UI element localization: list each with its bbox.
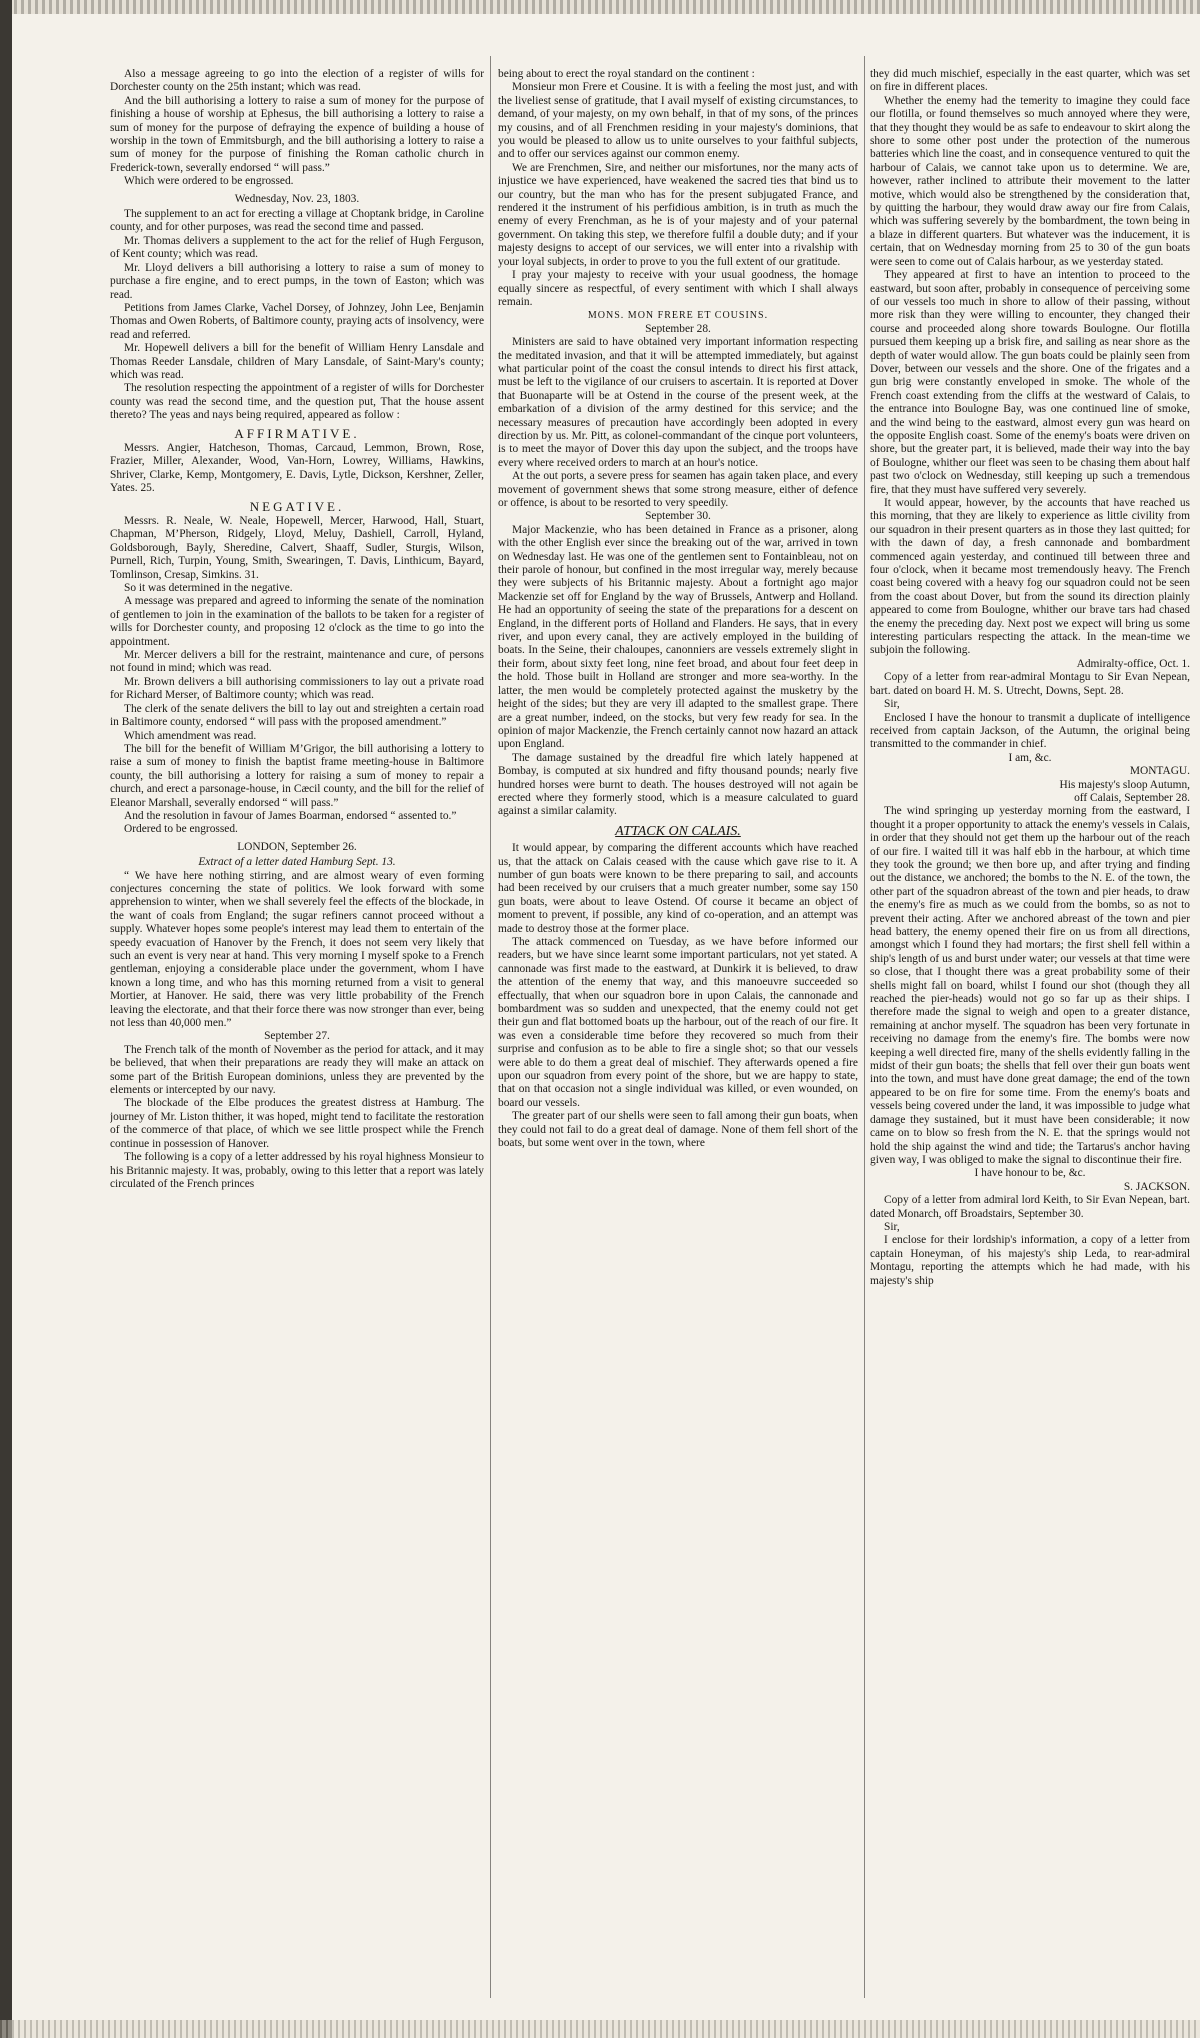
paragraph: Ministers are said to have obtained very important information respecting the meditated invasion, and that it will be attempted immediately, but against what particular point of the coast the consul intends to direct his first attack, must be left to the vigilance of our cruisers to ascertain. It is reported at Dover that Buonaparte will be at Ostend in the course of the present week, at the embarkation of a division of the army destined for this service; and the necessary measures of precaution have accordingly been adopted in every direction by us. Mr. Pitt, as colonel-commandant of the cinque port volunteers, is to meet the mayor of Dover this day upon the subject, and the troops have every where received orders to march at an hour's notice.	[498, 336, 858, 469]
paragraph: Also a message agreeing to go into the election of a register of wills for Dorchester county on the 25th instant; which was read.	[110, 68, 484, 94]
column-2	[498, 68, 858, 1998]
paragraph: Mr. Thomas delivers a supplement to the act for the relief of Hugh Ferguson, of Kent county; which was read.	[110, 234, 484, 261]
paragraph-continued: being about to erect the royal standard on the continent :	[498, 68, 755, 80]
paragraph: The bill for the benefit of William M’Grigor, the bill authorising a lottery to raise a sum of money to finish the baptist frame meeting-house in Baltimore county, the bill authorising a lottery for raising a sum of money to repair a church, and erect a parsonage-house, in Cæcil county, and the bill for the relief of Eleanor Marshall, severally endorsed “ will pass.”	[110, 742, 484, 809]
article-headline: ATTACK ON CALAIS.	[615, 823, 741, 839]
paragraph: Mr. Hopewell delivers a bill for the benefit of William Henry Lansdale and Thomas Reeder Lansdale, children of Mary Lansdale, of Saint-Mary's county; which was read.	[110, 342, 484, 381]
paragraph: Messrs. R. Neale, W. Neale, Hopewell, Mercer, Harwood, Hall, Stuart, Chapman, M’Pherson, Ridgely, Lloyd, Meluy, Dashiell, Carroll, Hyland, Goldsborough, Bayly, Sheredine, Calvert, Shaaff, Sudler, Sturgis, Wilson, Purnell, Rich, Turpin, Young, Smith, Swearingen, T. Davis, Linthicum, Bayard, Tomlinson, Cresap, Simkins. 31.	[110, 515, 484, 581]
paragraph: And the resolution in favour of James Boarman, endorsed “ assented to.”	[124, 809, 457, 822]
paragraph: At the out ports, a severe press for seamen has again taken place, and every movement of government shews that some strong measure, either of defence or offence, is about to be resorted to very speedily.	[498, 470, 858, 509]
right-aligned-line: Admiralty-office, Oct. 1.	[1076, 657, 1190, 670]
paragraph-continued: they did much mischief, especially in the east quarter, which was set on fire in different places.	[870, 68, 1190, 94]
closing-line: I am, &c.	[1008, 751, 1052, 764]
paragraph: Petitions from James Clarke, Vachel Dorsey, of Johnzey, John Lee, Benjamin Thomas and Owen Roberts, of Baltimore county, praying acts of insolvency, were read and referred.	[110, 301, 484, 341]
paragraph: Sir,	[884, 1220, 900, 1233]
paragraph: They appeared at first to have an intention to proceed to the eastward, but soon after, probably in consequence of perceiving some of our vessels too much in shore to allow of their passing, without more risk than they were willing to encounter, they changed their course and proceeded along shore towards Boulogne. Our flotilla pursued them keeping up a brisk fire, and sailing as near shore as the depth of water would allow. The gun boats could be plainly seen from Dover, between our vessels and the shore. One of the frigates and a gun brig were constantly enveloped in smoke. The whole of the French coast extending from the cliffs at the westward of Calais, to the entrance into Boulogne Bay, was one continued line of smoke, and the wind being to the eastward, almost every gun was heard on the opposite English coast. Some of the enemy's boats were driven on shore, but the greater part, it is believed, made their way into the bay of Boulogne, whither our fleet was seen to be chasing them about half past two o'clock on Wednesday, still keeping up such a tremendous fire, that they must have suffered very severely.	[870, 269, 1190, 496]
paragraph: And the bill authorising a lottery to raise a sum of money for the purpose of finishing a house of worship at Ephesus, the bill authorising a lottery to raise a sum of money for the purpose of defraying the expence of building a house of worship in the town of Emmitsburgh, and the bill authorising a lottery to raise a sum of money for the purpose of finishing the Roman catholic church in Frederick-town, severally endorsed “ will pass.”	[110, 94, 484, 174]
paragraph: The wind springing up yesterday morning from the eastward, I thought it a proper opportunity to attack the enemy's vessels in Calais, in order that they should not get them up the harbour out of the reach of our fire. I waited till it was half ebb in the harbour, at which time they took the ground; we then bore up, and after trying and finding out the distance, we anchored; the bombs to the N. E. of the town, the other part of the squadron abreast of the town and pier heads, to draw the enemy's fire as much as we could from the bombs, so as not to prevent their acting. After we anchored abreast of the town and pier head battery, the enemy opened their fire on us from all directions, amongst which I found they had mortars; the first shell fell within a ship's length of us and burst under water; our vessels at that time were so close, that I thought there was a great probability some of their shells might fall on board, whilst I found our shot (though they all reached the pier-heads) would not go so far up as their ships. I therefore made the signal to weigh and open to a greater distance, remaining at anchor myself. The squadron has been very fortunate in receiving no damage from the enemy's fire. The bombs were now keeping a well directed fire, many of the shells evidently falling in the midst of their gun boats; the shells that fell over their gun boats went into the town, and must have done great damage; the end of the town appeared to be on fire for some time. From the enemy's boats and vessels being covered under the land, it was impossible to judge what damage they sustained, but it must have been considerable; it now came on to blow so fresh from the N. E. that the springs would not hold the ship against the wind and tide; the Tartarus's anchor having given way, I was obliged to make the signal to discontinue their fire.	[870, 805, 1190, 1166]
paragraph: The attack commenced on Tuesday, as we have before informed our readers, but we have since learnt some important particulars, not yet stated. A cannonade was first made to the eastward, at Dunkirk it is believed, to draw the attention of the enemy that way, and this manoeuvre succeeded so effectually, that when our squadron bore in upon Calais, the cannonade and bombardment was so sudden and unexpected, that the enemy could not get their gun and flat bottomed boats up the harbour, out of the reach of our fire. It was even a considerable time before they recovered so much from their surprise and confusion as to be able to fire a single shot; so that our vessels were able to do them a great deal of mischief. They afterwards opened a fire upon our squadron from every point of the shore, but we are happy to state, that on that occasion not a single individual was killed, or even wounded, on board our vessels.	[498, 936, 858, 1109]
paragraph: The blockade of the Elbe produces the greatest distress at Hamburg. The journey of Mr. Liston thither, it was hoped, might tend to facilitate the restoration of the commerce of that place, of which we see little prospect while the French continue in possession of Hanover.	[110, 1097, 484, 1150]
paragraph: The clerk of the senate delivers the bill to lay out and streighten a certain road in Baltimore county, endorsed “ will pass with the proposed amendment.”	[110, 702, 484, 729]
column-rule	[864, 56, 865, 1998]
right-aligned-line: MONTAGU.	[1129, 765, 1190, 778]
paragraph: Ordered to be engrossed.	[124, 823, 238, 836]
paragraph: Copy of a letter from admiral lord Keith, to Sir Evan Nepean, bart. dated Monarch, off Broadstairs, September 30.	[870, 1194, 1190, 1220]
right-aligned-line: S. JACKSON.	[1123, 1180, 1190, 1193]
paragraph: Major Mackenzie, who has been detained in France as a prisoner, along with the other English ever since the breaking out of the war, arrived in town on Wednesday last. He was one of the gentlemen sent to Fontainbleau, not on their parole of honour, but confined in the most irregular way, merely because they were subjects of his Britannic majesty. About a fortnight ago major Mackenzie set off for England by the way of Brussels, Antwerp and Holland. He had an opportunity of seeing the state of the preparations for a descent on England, in the different ports of Holland and Flanders. He says, that in every river, and upon every canal, they are actively employed in the building of boats. In the Seine, their chaloupes, canonniers are vessels extremely slight in their form, about sixty feet long, nine feet broad, and about four feet deep in the hold. Those built in Holland are stronger and more sea-worthy. In the latter, the men would be completely protected against the musketry by the height of the sides; but they are very ill adapted to the smallest grape. There are a great number, indeed, on the stocks, but very few ready for sea. In the opinion of major Mackenzie, the French certainly cannot now hazard an attack upon England.	[498, 523, 858, 751]
paragraph: Copy of a letter from rear-admiral Montagu to Sir Evan Nepean, bart. dated on board H. M. S. Utrecht, Downs, Sept. 28.	[870, 671, 1190, 697]
paragraph: It would appear, however, by the accounts that have reached us this morning, that they are likely to experience as little civility from our squadron in their present quarters as in those they last quitted; for with the dawn of day, a fresh cannonade and bombardment commenced again yesterday, and continued till between three and four o'clock, when it became most tremendously heavy. The French coast being covered with a heavy fog our squadron could not be seen from the coast about Dover, but from the sound its direction plainly appeared to come from Boulogne, whither our brave tars had chased the enemy the preceding day. Next post we expect will bring us some interesting particulars respecting the attack. In the mean-time we subjoin the following.	[870, 497, 1190, 657]
dateline: September 28.	[645, 322, 711, 335]
paragraph: We are Frenchmen, Sire, and neither our misfortunes, nor the many acts of injustice we have experienced, have weakened the sacred ties that bind us to our country, but the man who has for the present subjugated France, and rendered it the instrument of his perfidious ambition, is in truth as much the enemy of every Frenchman, as he is of your majesty and of your paternal government. On taking this step, we therefore fulfil a double duty; and if your majesty designs to accept of our services, we will enter into a rivalship with your loyal subjects, in order to prove to you the full extent of our gratitude.	[498, 161, 858, 268]
paragraph: Messrs. Angier, Hatcheson, Thomas, Carcaud, Lemmon, Brown, Rose, Frazier, Miller, Alexander, Wood, Van-Horn, Lowrey, Williams, Hawkins, Shriver, Clarke, Kemp, Montgomery, E. Davis, Lytle, Dickson, Kershner, Zeller, Yates. 25.	[110, 441, 484, 495]
paragraph: I pray your majesty to receive with your usual goodness, the homage equally sincere as respectful, of every sentiment with which I shall always remain.	[498, 269, 858, 308]
paragraph: I enclose for their lordship's information, a copy of a letter from captain Honeyman, of his majesty's ship Leda, to rear-admiral Montagu, reporting the attempts which he had made, with his majesty's ship	[870, 1234, 1190, 1287]
paragraph: The damage sustained by the dreadful fire which lately happened at Bombay, is computed at six hundred and fifty thousand pounds; nearly five hundred horses were burnt to death. The houses destroyed will not again be erected where they formerly stood, which is a measure calculated to guard against a similar calamity.	[498, 751, 858, 818]
right-aligned-line: off Calais, September 28.	[1074, 791, 1190, 804]
column-3	[870, 68, 1190, 1998]
paragraph: The greater part of our shells were seen to fall among their gun boats, when they could not fail to do a great deal of damage. None of them fell short of the boats, but some went over in the town, where	[498, 1110, 858, 1150]
paragraph: Mr. Brown delivers a bill authorising commissioners to lay out a private road for Richard Merser, of Baltimore county; which was read.	[110, 675, 484, 702]
paragraph: Mr. Mercer delivers a bill for the restraint, maintenance and cure, of persons not found in mind; which was read.	[110, 649, 484, 675]
paragraph: Whether the enemy had the temerity to imagine they could face our flotilla, or found themselves so much annoyed where they were, that they thought they would be as safe to endeavour to skirt along the shore to some other post under the protection of the numerous batteries which line the coast, and in consequence ventured to quit the harbour of Calais, we cannot take upon us to determine. We are, however, rather inclined to attribute their movement to the latter motive, which would also be strengthened by the consideration that, by quitting the harbour, they would draw away our fire from Calais, which was suffering severely by the bombardment, the town being in a blaze in different quarters. But whatever was the inducement, it is certain, that on Wednesday morning from 25 to 30 of the gun boats were seen to come out of Calais harbour, as we yesterday stated.	[870, 94, 1190, 268]
paragraph: Which were ordered to be engrossed.	[124, 175, 294, 188]
column-1	[110, 68, 484, 1998]
paragraph: Which amendment was read.	[124, 729, 257, 742]
paragraph: It would appear, by comparing the different accounts which have reached us, that the attack on Calais ceased with the cause which gave rise to it. A number of gun boats were known to be there preparing to sail, and accounts had been received by our cruisers that a much greater number, some say 150 gun boats, were about to leave Ostend. Of course it became an object of moment to prevent, if possible, any kind of co-operation, and an attempt was made to destroy those at the former place.	[498, 842, 858, 935]
vote-heading: NEGATIVE.	[249, 498, 345, 514]
extract-heading: Extract of a letter dated Hamburg Sept. 13.	[198, 856, 396, 869]
signature-line: MONS. MON FRERE ET COUSINS.	[587, 310, 769, 322]
scan-edge-top	[0, 0, 1200, 14]
right-aligned-line: His majesty's sloop Autumn,	[1059, 778, 1190, 791]
newspaper-sheet	[18, 16, 1198, 2016]
paragraph: The following is a copy of a letter addressed by his royal highness Monsieur to his Britannic majesty. It was, probably, owing to this letter that a report was lately circulated of the French princes	[110, 1151, 484, 1190]
paragraph: Enclosed I have the honour to transmit a duplicate of intelligence received from captain Jackson, of the Autumn, the original being transmitted to the commander in chief.	[870, 711, 1190, 751]
paragraph: “ We have here nothing stirring, and are almost weary of even forming conjectures concerning the state of politics. We look forward with some apprehension to winter, when we shall severely feel the effects of the blockade, in the want of coals from England; the sugar refiners cannot proceed without a supply. Whatever hopes some people's interest may lead them to entertain of the speedy evacuation of Hanover by the French, it does not seem very likely that such an event is very near at hand. This very morning I myself spoke to a French gentleman, enjoying a considerable place under the government, whom I have known a long time, and who has this morning returned from a visit to general Mortier, at Hanover. He said, there was very little probability of the French leaving the electorate, and that their force there was now stronger than ever, being not less than 40,000 men.”	[110, 869, 484, 1030]
section-heading: Wednesday, Nov. 23, 1803.	[234, 192, 360, 205]
dateline: September 30.	[645, 510, 711, 523]
paragraph: A message was prepared and agreed to informing the senate of the nomination of gentlemen to join in the examination of the ballots to be taken for a register of wills for Dorchester county, and proposing 12 o'clock as the time to go into the appointment.	[110, 595, 484, 648]
paragraph: So it was determined in the negative.	[124, 582, 293, 595]
scan-edge-left	[0, 0, 12, 2038]
scan-edge-bottom	[0, 2020, 1200, 2038]
closing-line: I have honour to be, &c.	[974, 1167, 1086, 1180]
paragraph: Monsieur mon Frere et Cousine. It is with a feeling the most just, and with the liveliest sense of gratitude, that I avail myself of existing circumstances, to demand, of your majesty, on my own behalf, in that of my sons, of the princes my cousins, and of all Frenchmen residing in your majesty's dominions, that you would be pleased to allow us to unite ourselves to your faithful subjects, and to offer our services against our common enemy.	[498, 81, 858, 161]
section-heading: LONDON, September 26.	[237, 840, 357, 853]
dateline: September 27.	[264, 1030, 330, 1043]
paragraph: Sir,	[884, 698, 900, 711]
paragraph: Mr. Lloyd delivers a bill authorising a lottery to raise a sum of money to purchase a fire engine, and to erect pumps, in the town of Easton; which was read.	[110, 261, 484, 301]
column-rule	[490, 56, 491, 1998]
paragraph: The resolution respecting the appointment of a register of wills for Dorchester county was read the second time, and the question put, That the house assent thereto? The yeas and nays being required, appeared as follow :	[110, 382, 484, 422]
paragraph: The supplement to an act for erecting a village at Choptank bridge, in Caroline county, and for other purposes, was read the second time and passed.	[110, 208, 484, 234]
paragraph: The French talk of the month of November as the period for attack, and it may be believed, that when their preparations are ready they will make an attack on some part of the British European dominions, unless they are prevented by the elements or intercepted by our navy.	[110, 1043, 484, 1097]
vote-heading: AFFIRMATIVE.	[234, 425, 360, 441]
